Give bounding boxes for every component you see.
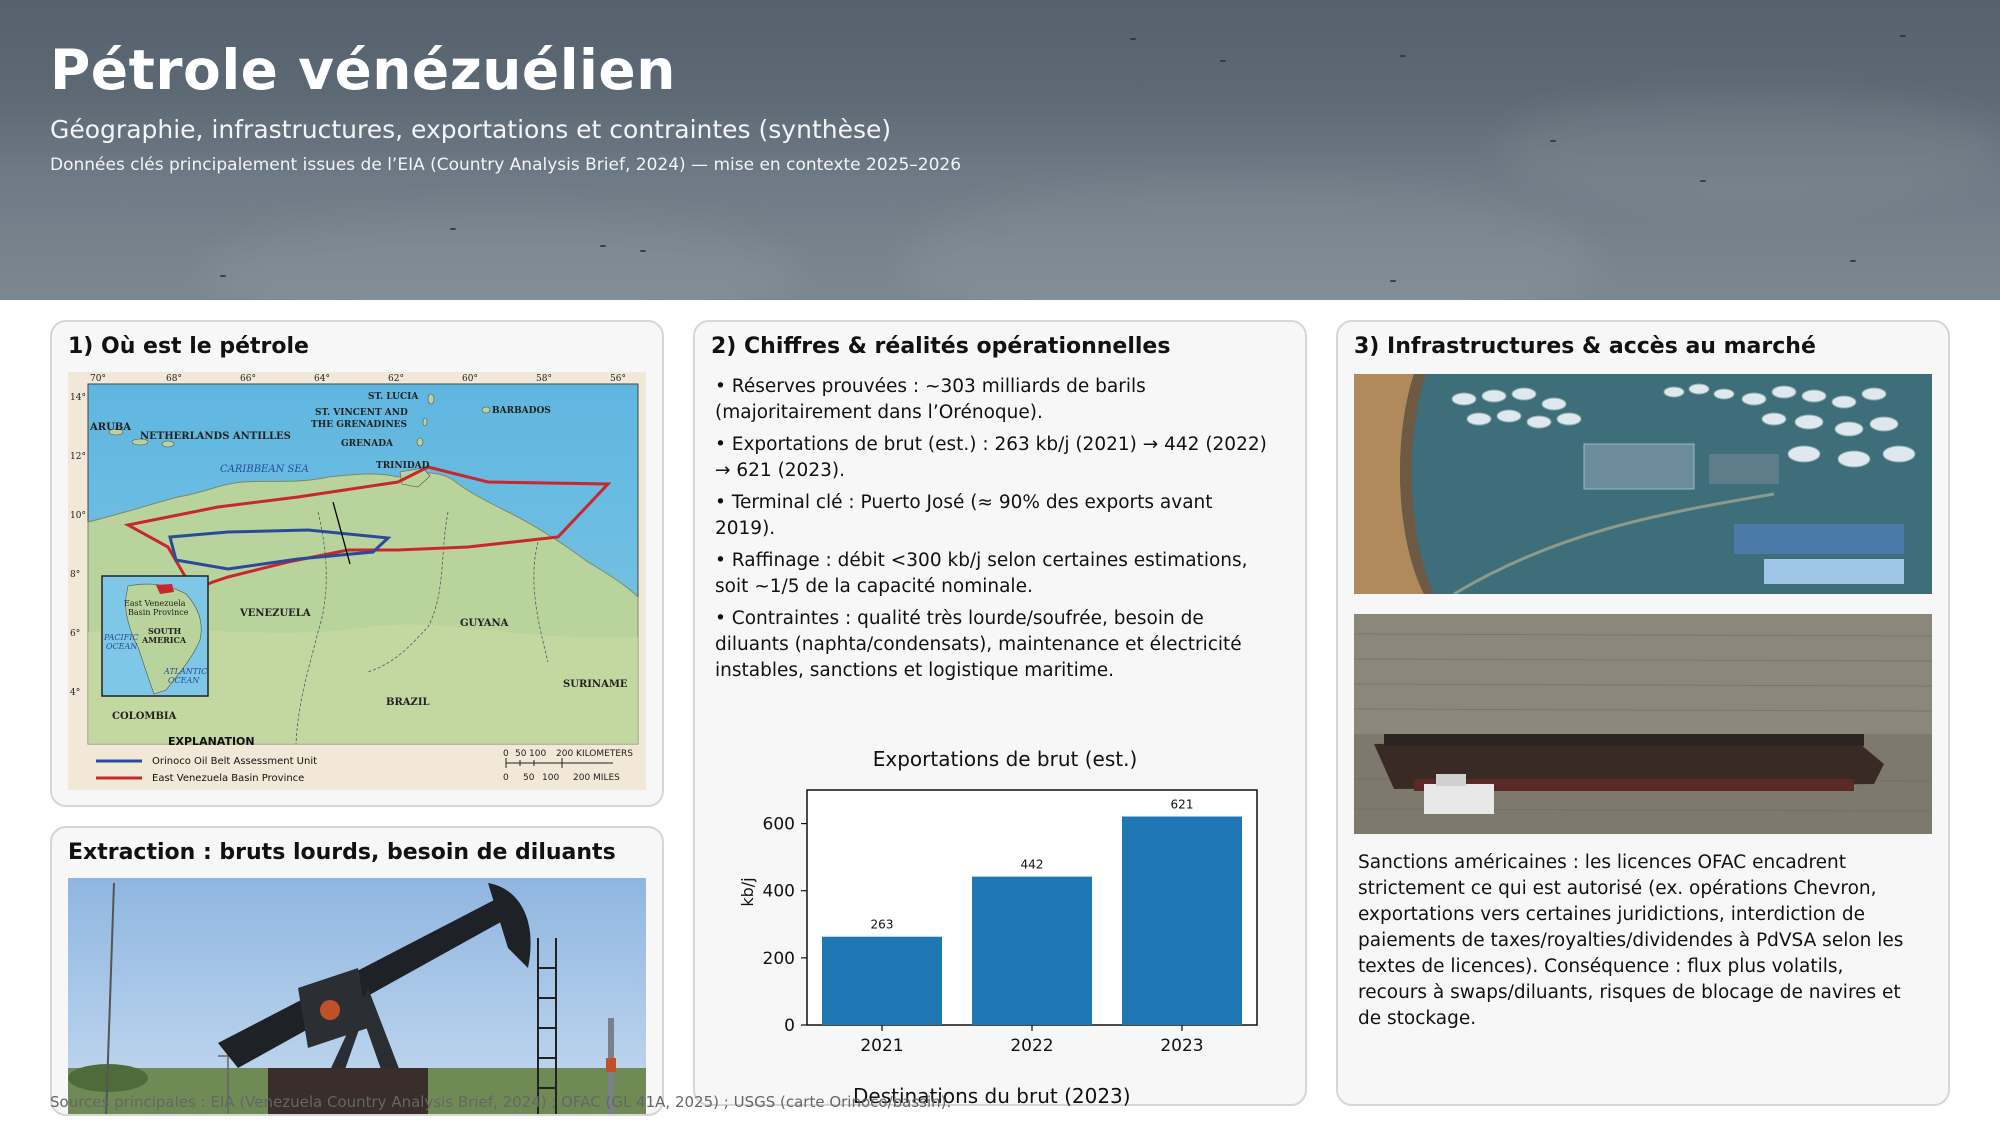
scale-km-label: 50 xyxy=(515,749,527,759)
bird-decoration xyxy=(1130,38,1136,40)
bird-decoration xyxy=(600,245,606,247)
scale-km-label: 100 xyxy=(529,749,547,759)
scale-bar xyxy=(503,749,633,783)
bar-data-label: 621 xyxy=(1170,797,1194,812)
label-venezuela: VENEZUELA xyxy=(240,608,311,619)
y-tick-label: 0 xyxy=(784,1016,795,1036)
inset-label: OCEAN xyxy=(168,676,200,685)
legend-orinoco-label: Orinoco Oil Belt Assessment Unit xyxy=(152,756,318,767)
lat-tick-label: 6° xyxy=(70,629,81,639)
legend-title: EXPLANATION xyxy=(168,735,255,748)
lat-ticks xyxy=(70,393,86,698)
inset-label: ATLANTIC xyxy=(164,667,208,676)
lon-tick-label: 62° xyxy=(388,374,404,384)
chart-svg xyxy=(715,742,1295,1102)
inset-label: OCEAN xyxy=(106,642,138,651)
inset-map xyxy=(102,576,208,696)
bullet-reserves: • Réserves prouvées : ~303 milliards de barils (majoritairement dans l’Orénoque). xyxy=(715,376,1146,423)
bar-data-label: 442 xyxy=(1020,857,1044,872)
sources-footer: Sources principales : EIA (Venezuela Country Analysis Brief, 2024) ; OFAC (GL 41A, 2025) ; USGS (carte Orinoco/bassin). xyxy=(50,1093,952,1111)
tanker-svg xyxy=(1354,614,1932,834)
aerial-storage-photo xyxy=(1354,374,1932,594)
lat-tick-label: 4° xyxy=(70,688,81,698)
lon-tick-label: 70° xyxy=(90,374,106,384)
panel-title: 1) Où est le pétrole xyxy=(68,334,309,359)
label-st-vincent: ST. VINCENT AND xyxy=(315,408,408,418)
cloud-decoration xyxy=(200,210,800,300)
bird-decoration xyxy=(1390,280,1396,282)
scale-km-label: 0 xyxy=(503,749,509,759)
y-tick-label: 200 xyxy=(762,948,795,969)
island-grenada xyxy=(417,438,423,446)
island-st-lucia xyxy=(428,394,434,404)
bar-2022 xyxy=(972,877,1092,1025)
panel-infrastructure xyxy=(1336,320,1950,1106)
label-grenada: GRENADA xyxy=(341,439,394,449)
destinations-title: Destinations du brut (2023) xyxy=(853,1084,1131,1108)
lat-tick-label: 14° xyxy=(70,393,86,403)
bird-decoration xyxy=(640,250,646,252)
label-suriname: SURINAME xyxy=(563,679,628,690)
label-trinidad: TRINIDAD xyxy=(376,461,430,471)
pumpjack-svg xyxy=(68,878,646,1116)
bullet-list xyxy=(715,374,1275,690)
panel-title: Extraction : bruts lourds, besoin de diluants xyxy=(68,840,616,865)
bird-decoration xyxy=(220,275,226,277)
label-guyana: GUYANA xyxy=(460,618,509,629)
scale-mi-label: 0 xyxy=(503,773,509,783)
lon-tick-label: 68° xyxy=(166,374,182,384)
bird-decoration xyxy=(1850,260,1856,262)
lon-tick-label: 66° xyxy=(240,374,256,384)
x-tick-label: 2021 xyxy=(860,1036,904,1056)
bullet-constraints: • Contraintes : qualité très lourde/soufrée, besoin de diluants (naphta/condensats), maintenance et électricité instables, sanctions et logistique maritime. xyxy=(715,608,1242,681)
label-aruba: ARUBA xyxy=(90,422,132,433)
venezuela-basin-map xyxy=(68,372,646,790)
aerial-svg xyxy=(1354,374,1932,594)
scale-mi-label: 200 MILES xyxy=(573,773,620,783)
bullet-terminal: • Terminal clé : Puerto José (≈ 90% des exports avant 2019). xyxy=(715,492,1213,539)
label-caribbean-sea: CARIBBEAN SEA xyxy=(220,464,309,475)
panel-extraction xyxy=(50,826,664,1116)
inset-label: Basin Province xyxy=(128,608,189,617)
bar-2023 xyxy=(1122,817,1242,1025)
y-tick-label: 600 xyxy=(762,814,795,835)
inset-label: AMERICA xyxy=(142,635,187,645)
tanker-photo xyxy=(1354,614,1932,834)
label-barbados: BARBADOS xyxy=(492,406,551,416)
lon-ticks xyxy=(90,374,626,384)
bird-decoration xyxy=(1220,60,1226,62)
scale-km-label: 200 KILOMETERS xyxy=(556,749,633,759)
bar-data-label: 263 xyxy=(870,917,894,932)
chart-ylabel: kb/j xyxy=(738,877,757,907)
bullet-exports: • Exportations de brut (est.) : 263 kb/j (2021) → 442 (2022) → 621 (2023). xyxy=(715,434,1267,481)
label-brazil: BRAZIL xyxy=(386,697,430,708)
lon-tick-label: 60° xyxy=(462,374,478,384)
inset-label: SOUTH xyxy=(148,626,182,636)
label-netherlands-antilles: NETHERLANDS ANTILLES xyxy=(140,431,291,442)
label-grenadines: THE GRENADINES xyxy=(311,420,408,430)
map-svg xyxy=(68,372,646,790)
bird-decoration xyxy=(450,228,456,230)
panel-oil-location xyxy=(50,320,664,807)
bird-decoration xyxy=(1900,35,1906,37)
panel-figures xyxy=(693,320,1307,1106)
legend-east-basin-label: East Venezuela Basin Province xyxy=(152,773,305,784)
inset-label: East Venezuela xyxy=(124,599,186,608)
page-subtitle: Géographie, infrastructures, exportations et contraintes (synthèse) xyxy=(50,115,892,144)
page-title: Pétrole vénézuélien xyxy=(50,38,676,102)
pumpjack-photo xyxy=(68,878,646,1116)
bird-decoration xyxy=(1400,55,1406,57)
panel-title: 2) Chiffres & réalités opérationnelles xyxy=(711,334,1171,359)
label-st-lucia: ST. LUCIA xyxy=(368,392,419,402)
bird-decoration xyxy=(1700,180,1706,182)
cloud-decoration xyxy=(900,180,1600,300)
scale-mi-label: 100 xyxy=(542,773,560,783)
panel-title: 3) Infrastructures & accès au marché xyxy=(1354,334,1816,359)
x-tick-label: 2023 xyxy=(1160,1036,1204,1056)
source-note: Données clés principalement issues de l’EIA (Country Analysis Brief, 2024) — mise en contexte 2025–2026 xyxy=(50,155,962,175)
exports-bar-chart xyxy=(715,742,1295,1102)
bullet-refining: • Raffinage : débit <300 kb/j selon certaines estimations, soit ~1/5 de la capacité nominale. xyxy=(715,550,1248,597)
label-colombia: COLOMBIA xyxy=(112,711,177,722)
header-banner xyxy=(0,0,2000,300)
bird-decoration xyxy=(1550,140,1556,142)
inset-label: PACIFIC xyxy=(104,633,139,642)
scale-mi-label: 50 xyxy=(523,773,535,783)
lon-tick-label: 64° xyxy=(314,374,330,384)
lon-tick-label: 58° xyxy=(536,374,552,384)
lat-tick-label: 8° xyxy=(70,570,81,580)
lon-tick-label: 56° xyxy=(610,374,626,384)
y-tick-label: 400 xyxy=(762,881,795,902)
bar-2021 xyxy=(822,937,942,1025)
island-st-vincent xyxy=(423,418,427,426)
cloud-decoration xyxy=(1500,90,2000,210)
lat-tick-label: 10° xyxy=(70,511,86,521)
chart-marks xyxy=(763,790,1257,1056)
x-tick-label: 2022 xyxy=(1010,1036,1054,1056)
chart-title: Exportations de brut (est.) xyxy=(872,747,1138,771)
lat-tick-label: 12° xyxy=(70,452,86,462)
sanctions-text: Sanctions américaines : les licences OFAC encadrent strictement ce qui est autorisé (ex. opérations Chevron, exportations vers certaines juridictions, interdiction de paiements de taxes/royalties/dividendes à PdVSA selon les textes de licences). Conséquence : flux plus volatils, recours à swaps/diluants, risques de blocage de navires et de stockage. xyxy=(1358,852,1904,1029)
island-barbados xyxy=(482,407,490,413)
